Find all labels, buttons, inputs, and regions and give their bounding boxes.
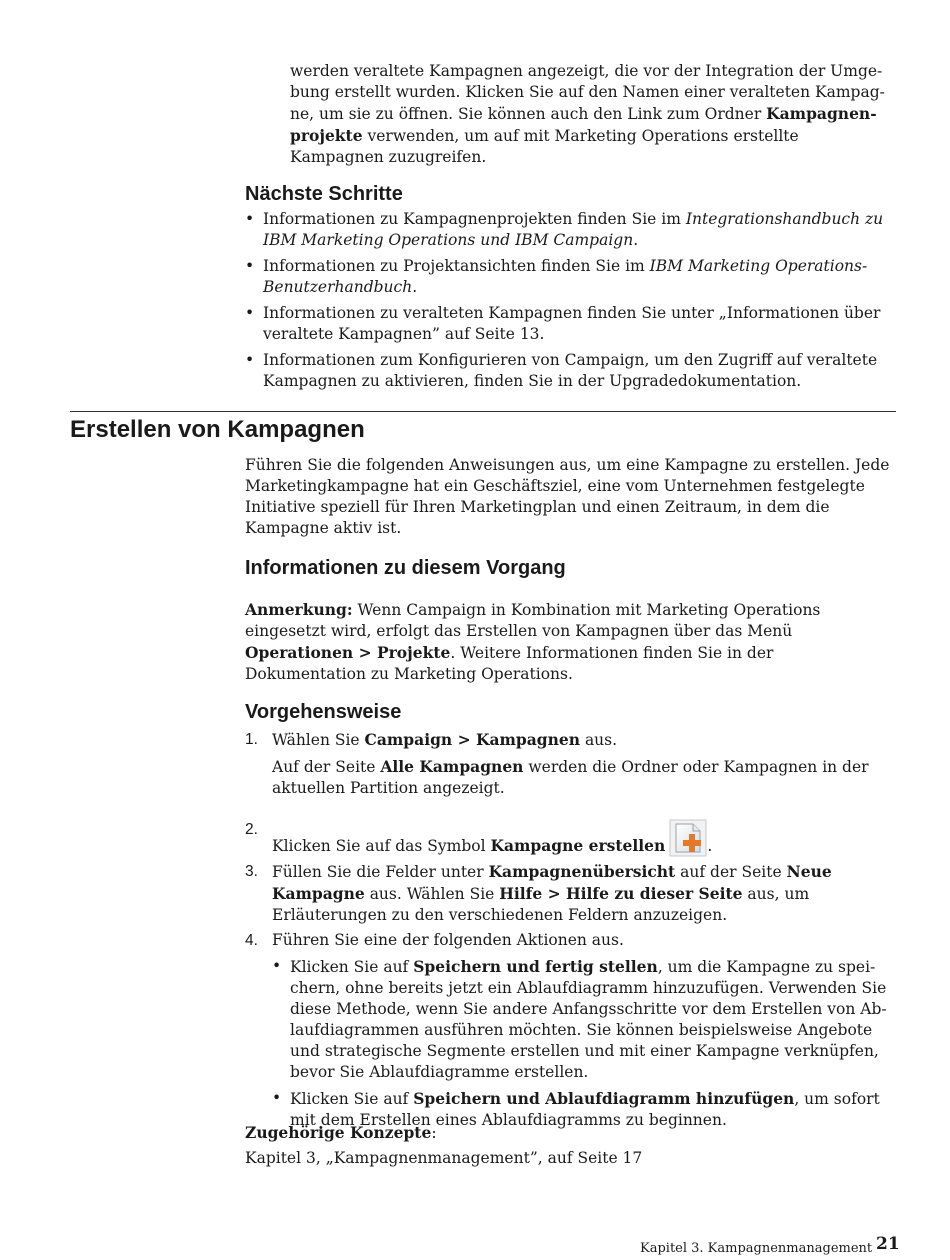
procedure-heading: Vorgehensweise bbox=[245, 701, 402, 723]
menu-path: Campaign > Kampagnen bbox=[364, 730, 581, 749]
intro-paragraph bbox=[290, 61, 890, 168]
step-number: 3. bbox=[245, 863, 258, 880]
page-name: Neue Kampagne bbox=[272, 862, 832, 903]
icon-name: Kampagne erstellen bbox=[490, 836, 666, 855]
list-item: • Klicken Sie auf Speichern und Ablaufdiagramm hinzufügen, um sofort mit dem Erstellen eines Ablaufdiagramms zu beginnen. bbox=[272, 1088, 893, 1131]
section-divider bbox=[70, 411, 896, 412]
step-3: 3. Füllen Sie die Felder unter Kampagnenübersicht auf der Seite Neue Kampagne aus. Wählen Sie Hilfe > Hilfe zu dieser Seite aus, um Erläuterungen zu den verschiedenen Feldern anzuzeigen. bbox=[245, 862, 832, 924]
step-number: 4. bbox=[245, 932, 258, 949]
step-number: 1. bbox=[245, 731, 258, 748]
list-item[interactable] bbox=[245, 303, 895, 345]
step-4-text: Führen Sie eine der folgenden Aktionen aus. bbox=[272, 931, 624, 949]
cross-reference-link[interactable]: Informationen zu veralteten Kampagnen finden Sie unter „Informationen über veraltete Kampagnen” auf Seite 13. bbox=[263, 304, 881, 343]
document-plus-icon bbox=[669, 819, 707, 857]
button-name: Speichern und fertig stellen bbox=[413, 957, 658, 976]
list-item: • Klicken Sie auf Speichern und fertig stellen, um die Kampagne zu speichern, ohne bereits jetzt ein Ablaufdiagramm hinzuzufügen. Verwenden Sie diese Methode, wenn Sie andere Anfangsschritte vor dem Erstellen von Ablaufdiagrammen ausführen möchten. Sie können beispielsweise Angebote und strategische Segmente erstellen und mit einer Kampagne verknüpfen, bevor Sie Ablaufdiagramme erstellen. bbox=[272, 956, 893, 1083]
related-link[interactable]: Kapitel 3, „Kampagnenmanagement”, auf Seite 17 bbox=[245, 1149, 643, 1167]
intro-bold-folder: Kampagnenprojekte bbox=[290, 104, 877, 145]
footer-chapter: Kapitel 3. Kampagnenmanagement bbox=[640, 1241, 873, 1256]
section-title: Erstellen von Kampagnen bbox=[70, 416, 365, 443]
menu-path: Hilfe > Hilfe zu dieser Seite bbox=[499, 884, 743, 903]
doc-title: IBM Marketing Operations-Benutzerhandbuch bbox=[263, 257, 868, 296]
intro-text: werden veraltete Kampagnen angezeigt, die vor der Integration der Umgebung erstellt wurden. Klicken Sie auf den Namen einer veralteten Kampagne, um sie zu öffnen. Sie können auch den Link zum Ordner bbox=[290, 62, 885, 123]
doc-title: Integrationshandbuch zu IBM Marketing Operations und IBM Campaign bbox=[263, 210, 884, 249]
related-label: Zugehörige Konzepte: bbox=[245, 1123, 437, 1142]
intro-text-end: verwenden, um auf mit Marketing Operations erstellte Kampagnen zuzugreifen. bbox=[290, 127, 799, 166]
about-heading: Informationen zu diesem Vorgang bbox=[245, 557, 566, 579]
step-1: 1. Wählen Sie Campaign > Kampagnen aus. Auf der Seite Alle Kampagnen werden die Ordner oder Kampagnen in der aktuellen Partition angezeigt. bbox=[245, 729, 893, 799]
step-1-result: Auf der Seite Alle Kampagnen werden die Ordner oder Kampagnen in der aktuellen Partition angezeigt. bbox=[272, 757, 869, 797]
step-number: 2. bbox=[245, 821, 258, 838]
list-item: • Informationen zum Konfigurieren von Campaign, um den Zugriff auf veraltete Kampagnen zu aktivieren, finden Sie in der Upgradedokumentation. bbox=[245, 350, 895, 392]
next-steps-heading: Nächste Schritte bbox=[245, 183, 403, 205]
page-name: Alle Kampagnen bbox=[380, 757, 524, 776]
step-2: 2. Klicken Sie auf das Symbol Kampagne erstellen . bbox=[245, 821, 713, 855]
note-label: Anmerkung: bbox=[245, 600, 353, 619]
list-item: • Informationen zu Kampagnenprojekten finden Sie im Integrationshandbuch zu IBM Marketing Operations und IBM Campaign. bbox=[245, 209, 895, 251]
procedure-steps bbox=[245, 729, 893, 1136]
section-intro: Führen Sie die folgenden Anweisungen aus, um eine Kampagne zu erstellen. Jede Marketingkampagne hat ein Geschäftsziel, eine vom Unternehmen festgelegte Initiative speziell für Ihren Marketingplan und einen Zeitraum, in dem die Kampagne aktiv ist. bbox=[245, 456, 890, 537]
step-4 bbox=[245, 930, 893, 1131]
menu-path: Operationen > Projekte bbox=[245, 643, 451, 662]
action-options bbox=[272, 956, 893, 1131]
note-paragraph: Anmerkung: Wenn Campaign in Kombination mit Marketing Operations eingesetzt wird, erfolgt das Erstellen von Kampagnen über das Menü Operationen > Projekte. Weitere Informationen finden Sie in der Dokumentation zu Marketing Operations. bbox=[245, 600, 821, 683]
page-number: 21 bbox=[876, 1234, 900, 1254]
button-name: Speichern und Ablaufdiagramm hinzufügen bbox=[413, 1089, 795, 1108]
next-steps-list bbox=[245, 209, 895, 397]
field-group-name: Kampagnenübersicht bbox=[488, 862, 676, 881]
list-item: • Informationen zu Projektansichten finden Sie im IBM Marketing Operations-Benutzerhandbuch. bbox=[245, 256, 895, 298]
